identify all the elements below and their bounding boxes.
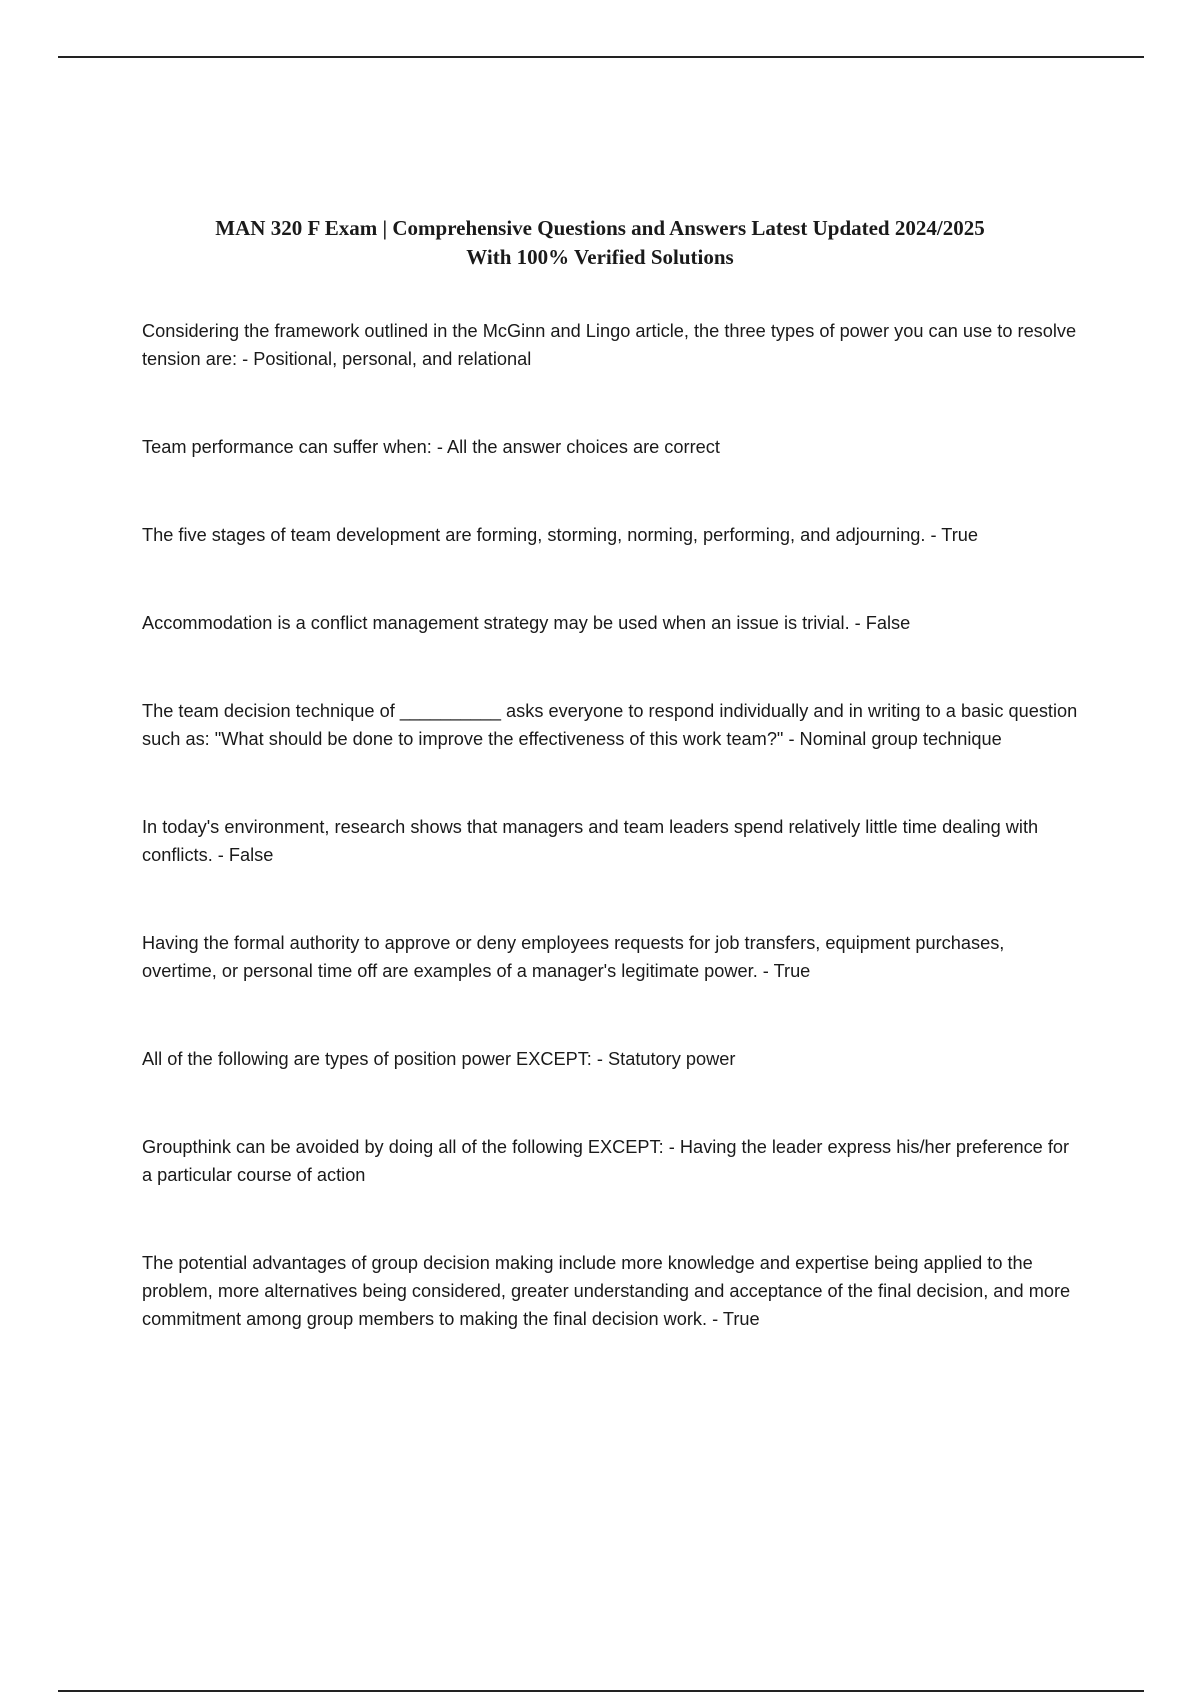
qa-item: All of the following are types of position power EXCEPT: - Statutory power [142, 1049, 736, 1069]
qa-item: Having the formal authority to approve or deny employees requests for job transfers, equipment purchases, overtime, or personal time off are examples of a manager's legitimate power. - True [142, 933, 1005, 981]
document-title [100, 214, 1100, 272]
bottom-divider [58, 1690, 1144, 1692]
qa-item: Accommodation is a conflict management strategy may be used when an issue is trivial. - False [142, 613, 911, 633]
qa-item: Considering the framework outlined in the McGinn and Lingo article, the three types of power you can use to resolve tension are: - Positional, personal, and relational [142, 321, 1077, 369]
qa-item: The team decision technique of __________ asks everyone to respond individually and in writing to a basic question such as: "What should be done to improve the effectiveness of this work team?" - Nominal group technique [142, 701, 1078, 749]
qa-item: The five stages of team development are forming, storming, norming, performing, and adjourning. - True [142, 525, 979, 545]
title-line-2: With 100% Verified Solutions [466, 245, 734, 269]
qa-item: The potential advantages of group decision making include more knowledge and expertise being applied to the problem, more alternatives being considered, greater understanding and acceptance of the final decision, and more commitment among group members to making the final decision work. - True [142, 1253, 1071, 1329]
question-answer-list [142, 317, 1082, 1393]
top-divider [58, 56, 1144, 58]
qa-item: Team performance can suffer when: - All the answer choices are correct [142, 437, 720, 457]
qa-item: In today's environment, research shows that managers and team leaders spend relatively little time dealing with conflicts. - False [142, 817, 1039, 865]
title-line-1: MAN 320 F Exam | Comprehensive Questions and Answers Latest Updated 2024/2025 [215, 216, 985, 240]
qa-item: Groupthink can be avoided by doing all of the following EXCEPT: - Having the leader express his/her preference for a particular course of action [142, 1137, 1070, 1185]
